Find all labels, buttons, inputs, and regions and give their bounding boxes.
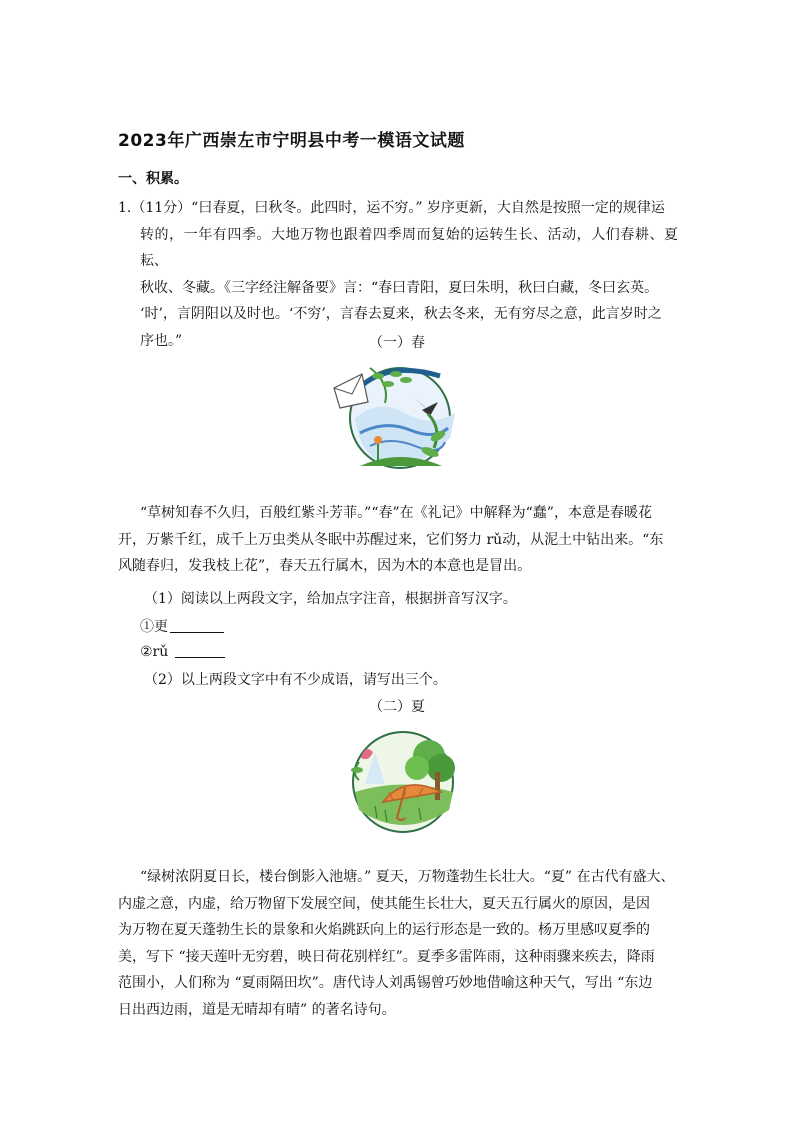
answer-item-2 (140, 643, 225, 660)
sub-question-2: （2）以上两段文字中有不少成语，请写出三个。 (144, 672, 447, 688)
text-line: “绿树浓阴夏日长，楼台倒影入池塘。” 夏天，万物蓬勃生长壮大。“夏” 在古代有盛大、 (140, 869, 675, 885)
summer-illustration (345, 722, 465, 837)
page-title: 2023年广西崇左市宁明县中考一模语文试题 (118, 131, 465, 151)
summer-heading: （二）夏 (369, 699, 425, 715)
sub-question-1: （1）阅读以上两段文字，给加点字注音，根据拼音写汉字。 (144, 591, 517, 607)
spring-passage (118, 500, 680, 580)
text-line: 范围小，人们称为 “夏雨隔田坎”。唐代诗人刘禹锡曾巧妙地借喻这种天气，写出 “东边 (118, 975, 653, 991)
text-line: 序也。” (140, 332, 183, 349)
answer-blank[interactable] (170, 618, 224, 633)
text-line: 转的，一年有四季。大地万物也跟着四季周而复始的运转生长、活动，人们春耕、夏耘、 (140, 226, 678, 269)
text-line: 开，万紫千红，成千上万虫类从冬眠中苏醒过来，它们努力 rǔ动，从泥土中钻出来。“东 (118, 531, 664, 548)
question-1 (118, 195, 678, 354)
spring-heading: （一）春 (369, 335, 425, 351)
section-heading: 一、积累。 (118, 171, 188, 187)
spring-illustration (330, 358, 465, 473)
answer-blank[interactable] (175, 643, 225, 658)
text-line: “草树知春不久归，百般红紫斗芳菲。”“春”在《礼记》中解释为“蠢”，本意是春暖花 (140, 505, 652, 521)
text-line: （11分）“曰春夏，曰秋冬。此四时，运不穷。” 岁序更新，大自然是按照一定的规律运 (131, 200, 665, 216)
answer-item-1 (140, 616, 224, 636)
question-1-line-1 (118, 195, 678, 222)
answer-item-1-label: ①更 (140, 619, 168, 635)
answer-item-2-label: ②rǔ (140, 644, 169, 660)
text-line: 日出西边雨，道是无晴却有晴” 的著名诗句。 (118, 1001, 396, 1018)
text-line: 美，写下 “接天莲叶无穷碧，映日荷花别样红”。夏季多雷阵雨，这种雨骤来疾去，降雨 (118, 948, 655, 965)
text-line: ‘时’，言阴阳以及时也。‘不穷’，言春去夏来，秋去冬来，无有穷尽之意，此言岁时之 (140, 306, 662, 322)
text-line: 秋收、冬藏。《三字经注解备要》言：“春曰青阳，夏曰朱明，秋曰白藏，冬曰玄英。 (140, 279, 659, 296)
text-line: 为万物在夏天蓬勃生长的景象和火焰跳跃向上的运行形态是一致的。杨万里感叹夏季的 (118, 922, 650, 938)
text-line: 风随春归，发我枝上花”，春天五行属木，因为木的本意也是冒出。 (118, 558, 532, 574)
summer-passage (118, 864, 680, 1023)
question-number: 1. (118, 200, 132, 216)
text-line: 内虚之意，内虚，给万物留下发展空间，使其能生长壮大，夏天五行属火的原因，是因 (118, 895, 650, 912)
